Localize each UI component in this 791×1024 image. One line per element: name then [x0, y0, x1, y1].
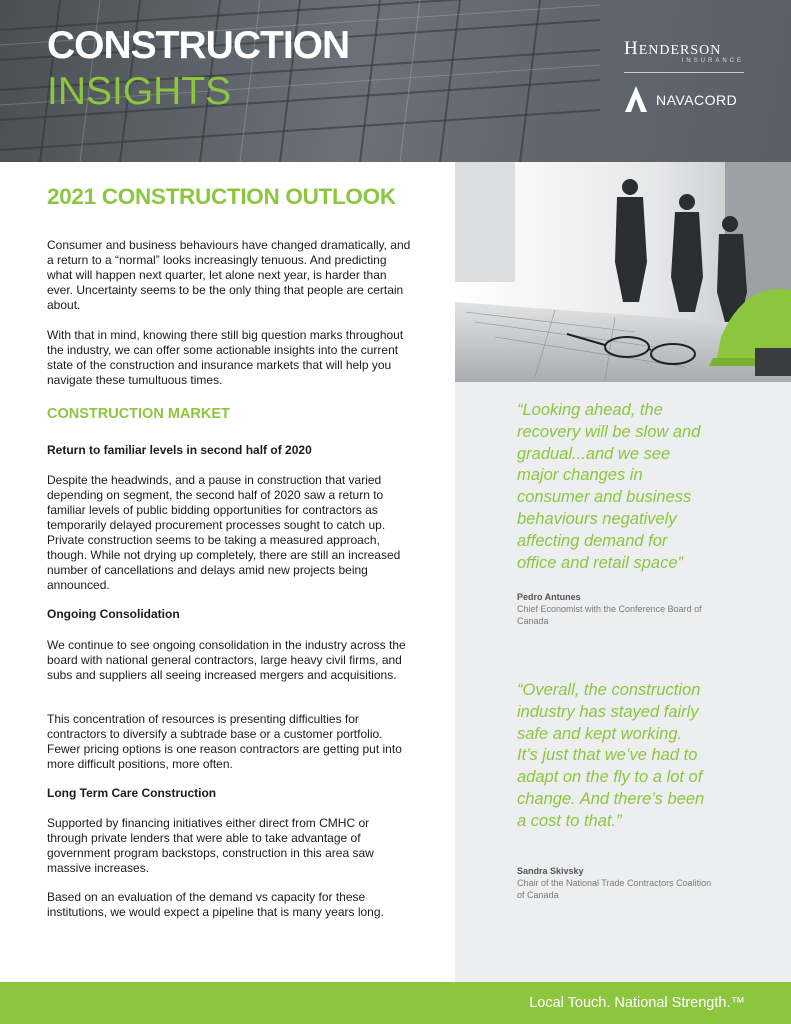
- meeting-illustration: [455, 162, 791, 382]
- logo-henderson-rest: ENDERSON: [638, 43, 722, 58]
- logo-henderson-sub: INSURANCE: [681, 58, 744, 64]
- quote-antunes: “Looking ahead, the recovery will be slow and gradual...and we see major changes in consumer and business behaviours negatively affecting demand for office and retail space”: [517, 401, 701, 572]
- office-meeting-photo: [455, 162, 791, 382]
- header-title-insights: INSIGHTS: [47, 70, 232, 113]
- paragraph-consolidation-2: This concentration of resources is presenting difficulties for contractors to diversify a subtrade base or a customer portfolio. Fewer pricing options is one reason contractors are getting put into more difficult positions, more often.: [47, 712, 402, 771]
- logo-divider: [624, 72, 744, 73]
- quote-antunes-name: Pedro Antunes: [517, 592, 581, 602]
- subheading-ongoing-consolidation: Ongoing Consolidation: [47, 607, 180, 621]
- logo-henderson-initial: H: [624, 38, 639, 59]
- page-title: 2021 CONSTRUCTION OUTLOOK: [47, 184, 396, 209]
- paragraph-long-term-care-2: Based on an evaluation of the demand vs capacity for these institutions, we would expect a pipeline that is many years long.: [47, 890, 384, 919]
- quote-skivsky-role: Chair of the National Trade Contractors Coalition of Canada: [517, 878, 712, 900]
- logo-navacord-text: NAVACORD: [656, 92, 738, 108]
- subheading-long-term-care: Long Term Care Construction: [47, 786, 217, 800]
- header-title-construction: CONSTRUCTION: [47, 24, 350, 67]
- paragraph-consolidation-1: We continue to see ongoing consolidation in the industry across the board with national general contractors, large heavy civil firms, and subs and suppliers all seeing increased mergers and acquisitions.: [47, 638, 406, 682]
- section-title-construction-market: CONSTRUCTION MARKET: [47, 406, 230, 422]
- navacord-logo: [624, 84, 754, 114]
- navacord-mark-icon: [624, 84, 648, 114]
- intro-paragraph-2: With that in mind, knowing there still big question marks throughout the industry, we can offer some actionable insights into the current state of the construction and insurance markets that will help you navigate these tumultuous times.: [47, 328, 404, 387]
- subheading-return-familiar-levels: Return to familiar levels in second half of 2020: [47, 443, 312, 457]
- intro-paragraph-1: Consumer and business behaviours have changed dramatically, and a return to a “normal” looks increasingly tenuous. And predicting what will happen next quarter, let alone next year, is harder than ever. Uncertainty seems to be the only thing that people are certain about.: [47, 238, 411, 312]
- header-banner: [0, 0, 791, 162]
- footer-bar: [0, 982, 791, 1024]
- henderson-insurance-logo: [624, 38, 744, 64]
- paragraph-return-familiar-levels: Despite the headwinds, and a pause in construction that varied depending on segment, the second half of 2020 saw a return to familiar levels of public bidding opportunities for contractors as temporarily delayed procurement processes sought to catch up. Private construction seems to be taking a measured approach, though. While not drying up completely, there are still an increased number of cancellations and delays amid new projects being announced.: [47, 473, 401, 592]
- quote-skivsky: “Overall, the construction industry has stayed fairly safe and kept working. It’s just that we’ve had to adapt on the fly to a lot of change. And there’s been a cost to that.”: [517, 681, 705, 830]
- footer-tagline: Local Touch. National Strength.™: [529, 995, 745, 1011]
- quote-skivsky-name: Sandra Skivsky: [517, 866, 584, 876]
- quote-antunes-role: Chief Economist with the Conference Board of Canada: [517, 604, 702, 626]
- paragraph-long-term-care-1: Supported by financing initiatives either direct from CMHC or through private lenders that were able to take advantage of government program backstops, construction in this area saw massive increases.: [47, 816, 374, 875]
